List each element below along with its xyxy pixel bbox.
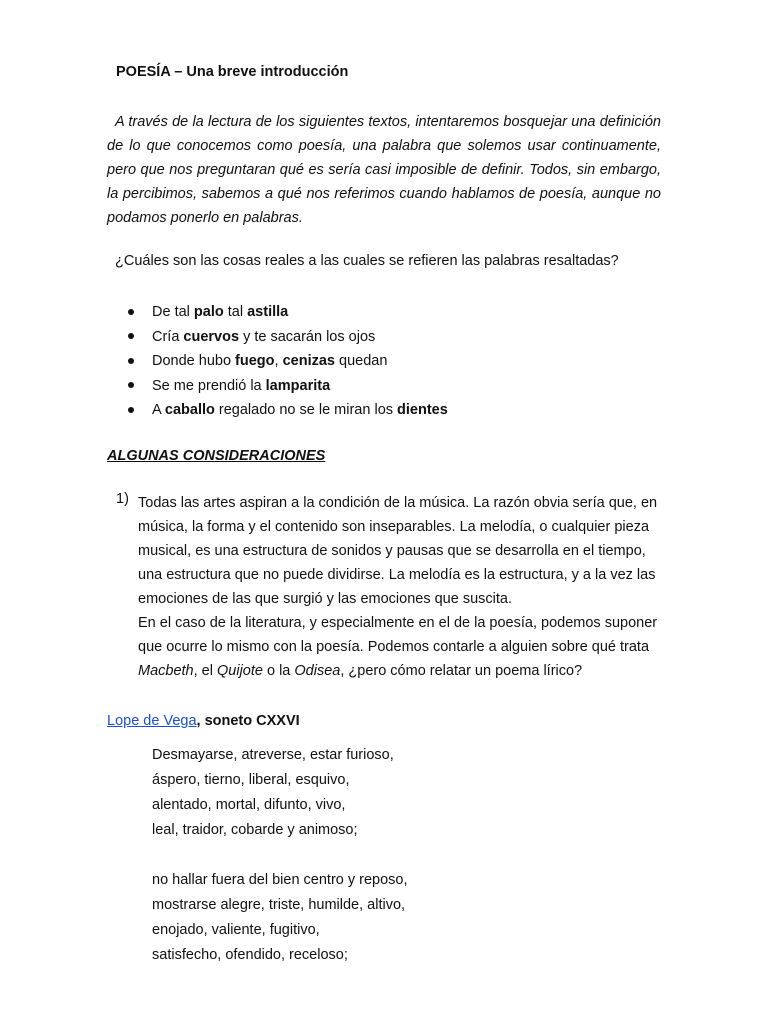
intro-paragraph: A través de la lectura de los siguientes textos, intentaremos bosquejar una definición de lo que conocemos como poesía, una palabra que solemos usar continuamente, pero que nos preguntaran qué es sería casi imposible de definir. Todos, sin embargo, la percibimos, sabemos a qué nos referimos cuando hablamos de poesía, aunque no podamos ponerlo en palabras. [107, 114, 661, 226]
item-line: Macbeth, el Quijote o la Odisea, ¿pero cómo relatar un poema lírico? [138, 663, 583, 679]
bullet-icon [128, 358, 134, 364]
poem-heading [107, 713, 300, 729]
bullet-icon [128, 333, 134, 339]
item-line: musical, es una estructura de sonidos y pausas que se desarrolla en el tiempo, [138, 543, 646, 559]
bullet-icon [128, 407, 134, 413]
item-line: En el caso de la literatura, y especialmente en el de la poesía, podemos suponer [138, 615, 658, 631]
item-line: emociones de las que surgió y las emociones que suscita. [138, 591, 512, 607]
list-item: A caballo regalado no se le miran los dientes [128, 398, 448, 423]
poem-line: enojado, valiente, fugitivo, [152, 922, 320, 938]
bullet-icon [128, 309, 134, 315]
stanza-break [152, 843, 408, 868]
list-item: Se me prendió la lamparita [128, 374, 448, 399]
poem-line: satisfecho, ofendido, receloso; [152, 947, 348, 963]
section-heading: ALGUNAS CONSIDERACIONES [107, 448, 326, 464]
poem-line: mostrarse alegre, triste, humilde, altivo, [152, 897, 406, 913]
poem-line: no hallar fuera del bien centro y reposo, [152, 872, 408, 888]
poem-line: leal, traidor, cobarde y animoso; [152, 822, 358, 838]
poem [152, 743, 408, 968]
poem-line: Desmayarse, atreverse, estar furioso, [152, 747, 394, 763]
list-item: Cría cuervos y te sacarán los ojos [128, 325, 448, 350]
author-link[interactable]: Lope de Vega [107, 713, 197, 729]
item-number: 1) [116, 491, 129, 507]
page-title: POESÍA – Una breve introducción [116, 64, 349, 80]
poem-line: alentado, mortal, difunto, vivo, [152, 797, 346, 813]
item-line: música, la forma y el contenido son inseparables. La melodía, o cualquier pieza [138, 519, 650, 535]
item-line: que ocurre lo mismo con la poesía. Podemos contarle a alguien sobre qué trata [138, 639, 650, 655]
poem-title: , soneto CXXVI [196, 713, 300, 729]
list-item: De tal palo tal astilla [128, 300, 448, 325]
proverb-list [128, 300, 448, 423]
item-line: una estructura que no puede dividirse. La melodía es la estructura, y a la vez las [138, 567, 656, 583]
bullet-icon [128, 382, 134, 388]
item-body [138, 491, 664, 683]
item-line: Todas las artes aspiran a la condición de la música. La razón obvia sería que, en [138, 495, 658, 511]
list-item: Donde hubo fuego, cenizas quedan [128, 349, 448, 374]
poem-line: áspero, tierno, liberal, esquivo, [152, 772, 350, 788]
question-text: ¿Cuáles son las cosas reales a las cuales se refieren las palabras resaltadas? [115, 253, 619, 269]
